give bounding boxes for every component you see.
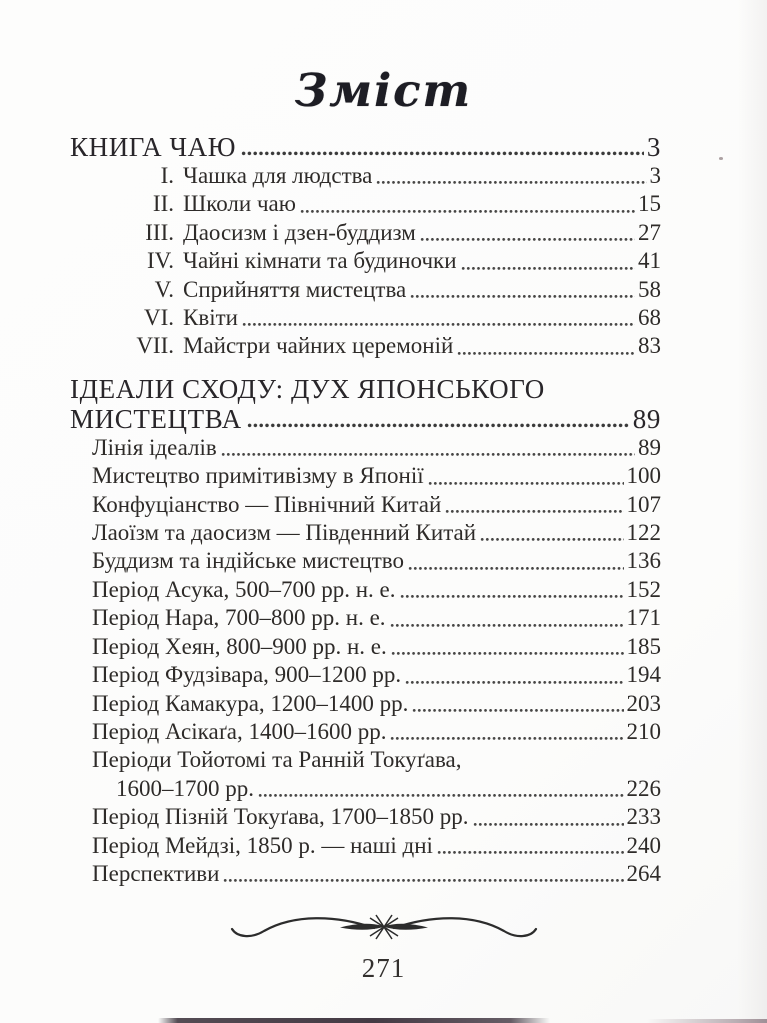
toc-entry-label: Даосизм і дзен-буддизм <box>183 219 416 245</box>
toc-entry-numeral: IV. <box>146 248 174 274</box>
toc-entry-label: ІДЕАЛИ СХОДУ: ДУХ ЯПОНСЬКОГО <box>70 373 545 404</box>
toc-entry-numeral: II. <box>152 191 174 217</box>
toc-entry <box>70 304 661 332</box>
toc-entry <box>70 803 661 831</box>
toc-entry-label: Мистецтво примітивізму в Японії <box>92 463 424 489</box>
toc-entry <box>70 519 661 547</box>
dot-leader <box>376 180 646 185</box>
toc-entry <box>70 219 661 247</box>
dot-leader <box>457 351 635 356</box>
toc-entry-label: Перспективи <box>92 860 220 886</box>
toc-entry-numeral: V. <box>154 276 174 302</box>
toc-entry-page: 15 <box>638 191 661 217</box>
toc-entry <box>70 190 661 218</box>
toc-entry-label: Школи чаю <box>183 191 296 217</box>
toc-entry-label: Період Пізній Токуґава, 1700–1850 рр. <box>92 804 469 830</box>
toc-entry-label: Періоди Тойотомі та Ранній Токуґава, <box>92 747 462 773</box>
toc-entry-page: 233 <box>626 804 661 830</box>
toc-entry-label: МИСТЕЦТВА <box>70 403 242 434</box>
toc-entry-page: 203 <box>626 690 661 716</box>
dot-leader <box>437 850 624 855</box>
toc-section-heading <box>70 404 661 434</box>
toc-entry-label: Період Асука, 500–700 рр. н. е. <box>92 576 396 602</box>
toc-entry-label: Квіти <box>183 305 238 331</box>
dot-leader <box>445 509 623 514</box>
page-footer <box>0 904 767 984</box>
toc-entry <box>70 462 661 490</box>
toc-entry <box>70 276 661 304</box>
toc-entry-label: Період Нара, 700–800 рр. н. е. <box>92 605 386 631</box>
toc-section-heading <box>70 374 661 404</box>
toc-entry-page: 240 <box>626 832 661 858</box>
toc-entry-label: Період Асікаґа, 1400–1600 рр. <box>92 718 387 744</box>
toc-entry <box>70 576 661 604</box>
toc-entry-label: Чашка для людства <box>183 163 373 188</box>
toc-entry-label: Лінія ідеалів <box>92 434 217 460</box>
scan-artifact-corner-smudge <box>647 1019 767 1023</box>
toc-entry-page: 58 <box>638 276 661 302</box>
toc-entry-page: 83 <box>638 333 661 359</box>
toc-entry-label: Буддизм та індійське мистецтво <box>92 548 405 574</box>
dot-leader <box>405 680 623 685</box>
toc-entry-numeral: I. <box>160 163 174 188</box>
dot-leader <box>480 537 623 542</box>
dot-leader <box>241 150 644 157</box>
toc-entry-page: 41 <box>638 248 661 274</box>
dot-leader <box>221 452 635 457</box>
toc-entry-numeral: III. <box>145 219 174 245</box>
toc-entry-label: Період Фудзівара, 900–1200 рр. <box>92 662 402 688</box>
toc-entry-numeral: VII. <box>136 333 174 359</box>
toc-entry-page: 136 <box>626 548 661 574</box>
dot-leader <box>391 651 624 656</box>
toc-entry-label: Період Мейдзі, 1850 р. — наші дні <box>92 832 433 858</box>
dot-leader <box>473 822 624 827</box>
toc-entry-label: Майстри чайних церемоній <box>183 333 454 359</box>
dot-leader <box>223 878 623 883</box>
toc-entry-page: 122 <box>626 520 661 546</box>
dot-leader <box>428 481 624 486</box>
toc-entry-page: 185 <box>626 633 661 659</box>
toc-entry-page: 3 <box>646 132 661 162</box>
toc-entry <box>70 661 661 689</box>
toc-entry-page: 226 <box>626 775 661 801</box>
toc-entry-label: Період Камакура, 1200–1400 рр. <box>92 690 409 716</box>
toc-entry-page: 171 <box>626 605 661 631</box>
toc-entry <box>70 690 661 718</box>
toc-entry-numeral: VI. <box>143 305 174 331</box>
toc-entry <box>70 746 661 774</box>
toc-entry-page: 107 <box>626 491 661 517</box>
dot-leader <box>400 594 624 599</box>
toc-entry <box>70 332 661 360</box>
toc-entry <box>70 832 661 860</box>
dot-leader <box>408 566 623 571</box>
toc-entry <box>70 434 661 462</box>
dot-leader <box>390 736 623 741</box>
toc-entry-page: 194 <box>626 662 661 688</box>
toc-entry <box>70 775 661 803</box>
page-title: Зміст <box>294 64 473 117</box>
toc-entry-page: 89 <box>632 403 661 434</box>
dot-leader <box>461 266 635 271</box>
toc-entry-page: 152 <box>626 576 661 602</box>
flourish-divider-icon <box>224 904 544 948</box>
toc-entry-label: Період Хеян, 800–900 рр. н. е. <box>92 633 387 659</box>
dot-leader <box>420 237 635 242</box>
toc-entry-label: Лаоїзм та даосизм — Південний Китай <box>92 520 477 546</box>
dot-leader <box>410 294 635 299</box>
toc-entry-page: 27 <box>638 219 661 245</box>
dot-leader <box>300 209 635 214</box>
toc-entry <box>70 860 661 888</box>
toc-entry <box>70 718 661 746</box>
scan-artifact-speck <box>719 157 723 160</box>
toc-entry <box>70 491 661 519</box>
toc-entry-label: Чайні кімнати та будиночки <box>183 248 457 274</box>
toc-entry-label: 1600–1700 рр. <box>116 775 254 801</box>
toc-entry-page: 210 <box>626 718 661 744</box>
dot-leader <box>247 422 630 429</box>
toc-entry-label: Конфуціанство — Північний Китай <box>92 491 442 517</box>
toc-entry-page: 3 <box>649 163 661 188</box>
dot-leader <box>412 708 623 713</box>
toc-section-heading <box>70 132 661 162</box>
toc-entry <box>70 547 661 575</box>
toc-entry-page: 100 <box>626 463 661 489</box>
toc-entry-page: 89 <box>638 434 661 460</box>
toc-entry-label: КНИГА ЧАЮ <box>70 132 237 162</box>
toc-entry-label: Сприйняття мистецтва <box>183 276 407 302</box>
toc-entry-page: 68 <box>638 305 661 331</box>
dot-leader <box>390 623 624 628</box>
scan-artifact-bottom-bar <box>158 1018 550 1023</box>
table-of-contents <box>0 132 767 888</box>
folio-page-number: 271 <box>361 953 406 984</box>
dot-leader <box>242 322 635 327</box>
toc-entry <box>70 162 661 190</box>
toc-entry <box>70 247 661 275</box>
toc-entry <box>70 604 661 632</box>
toc-entry-page: 264 <box>626 860 661 886</box>
dot-leader <box>258 793 624 798</box>
toc-entry <box>70 633 661 661</box>
